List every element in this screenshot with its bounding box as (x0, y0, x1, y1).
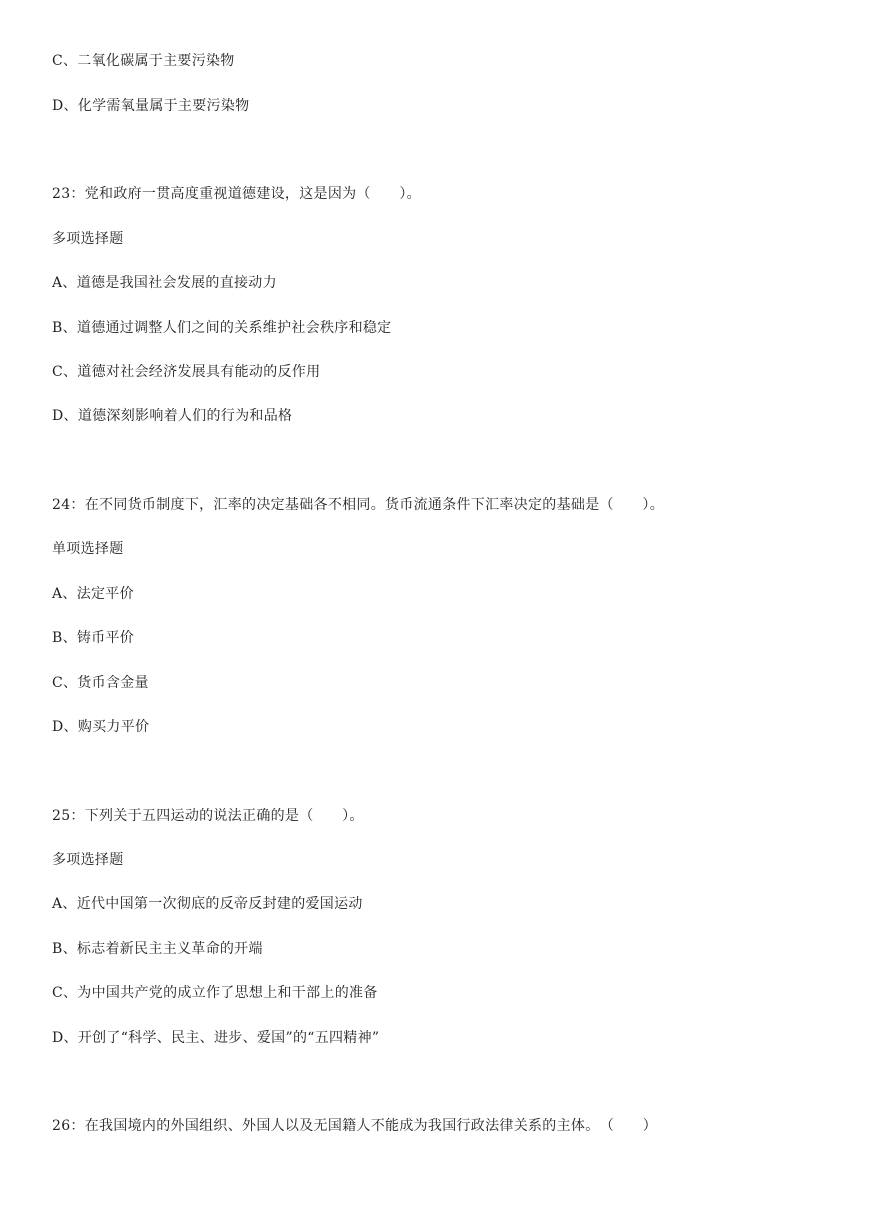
option-d: D、化学需氧量属于主要污染物 (52, 98, 250, 114)
option-a: A、道德是我国社会发展的直接动力 (52, 275, 277, 291)
option-d: D、道德深刻影响着人们的行为和品格 (52, 408, 293, 424)
option-b: B、道德通过调整人们之间的关系维护社会秩序和稳定 (52, 320, 392, 336)
question-type: 多项选择题 (52, 852, 124, 868)
option-b: B、铸币平价 (52, 630, 135, 646)
option-d: D、开创了“科学、民主、进步、爱国”的“五四精神” (52, 1030, 380, 1046)
question-type: 单项选择题 (52, 541, 124, 557)
option-c: C、道德对社会经济发展具有能动的反作用 (52, 364, 321, 380)
question-stem: 25：下列关于五四运动的说法正确的是（ ）。 (52, 808, 364, 824)
option-c: C、货币含金量 (52, 675, 149, 691)
question-type: 多项选择题 (52, 231, 124, 247)
option-a: A、法定平价 (52, 586, 134, 602)
question-stem: 24：在不同货币制度下，汇率的决定基础各不相同。货币流通条件下汇率决定的基础是（ ）。 (52, 497, 665, 513)
option-a: A、近代中国第一次彻底的反帝反封建的爱国运动 (52, 896, 363, 912)
option-c: C、为中国共产党的成立作了思想上和干部上的准备 (52, 985, 378, 1001)
option-b: B、标志着新民主主义革命的开端 (52, 941, 263, 957)
question-stem: 23：党和政府一贯高度重视道德建设，这是因为（ ）。 (52, 186, 421, 202)
question-stem: 26：在我国境内的外国组织、外国人以及无国籍人不能成为我国行政法律关系的主体。 （ ） (52, 1118, 658, 1134)
option-c: C、二氧化碳属于主要污染物 (52, 53, 235, 69)
option-d: D、购买力平价 (52, 719, 150, 735)
